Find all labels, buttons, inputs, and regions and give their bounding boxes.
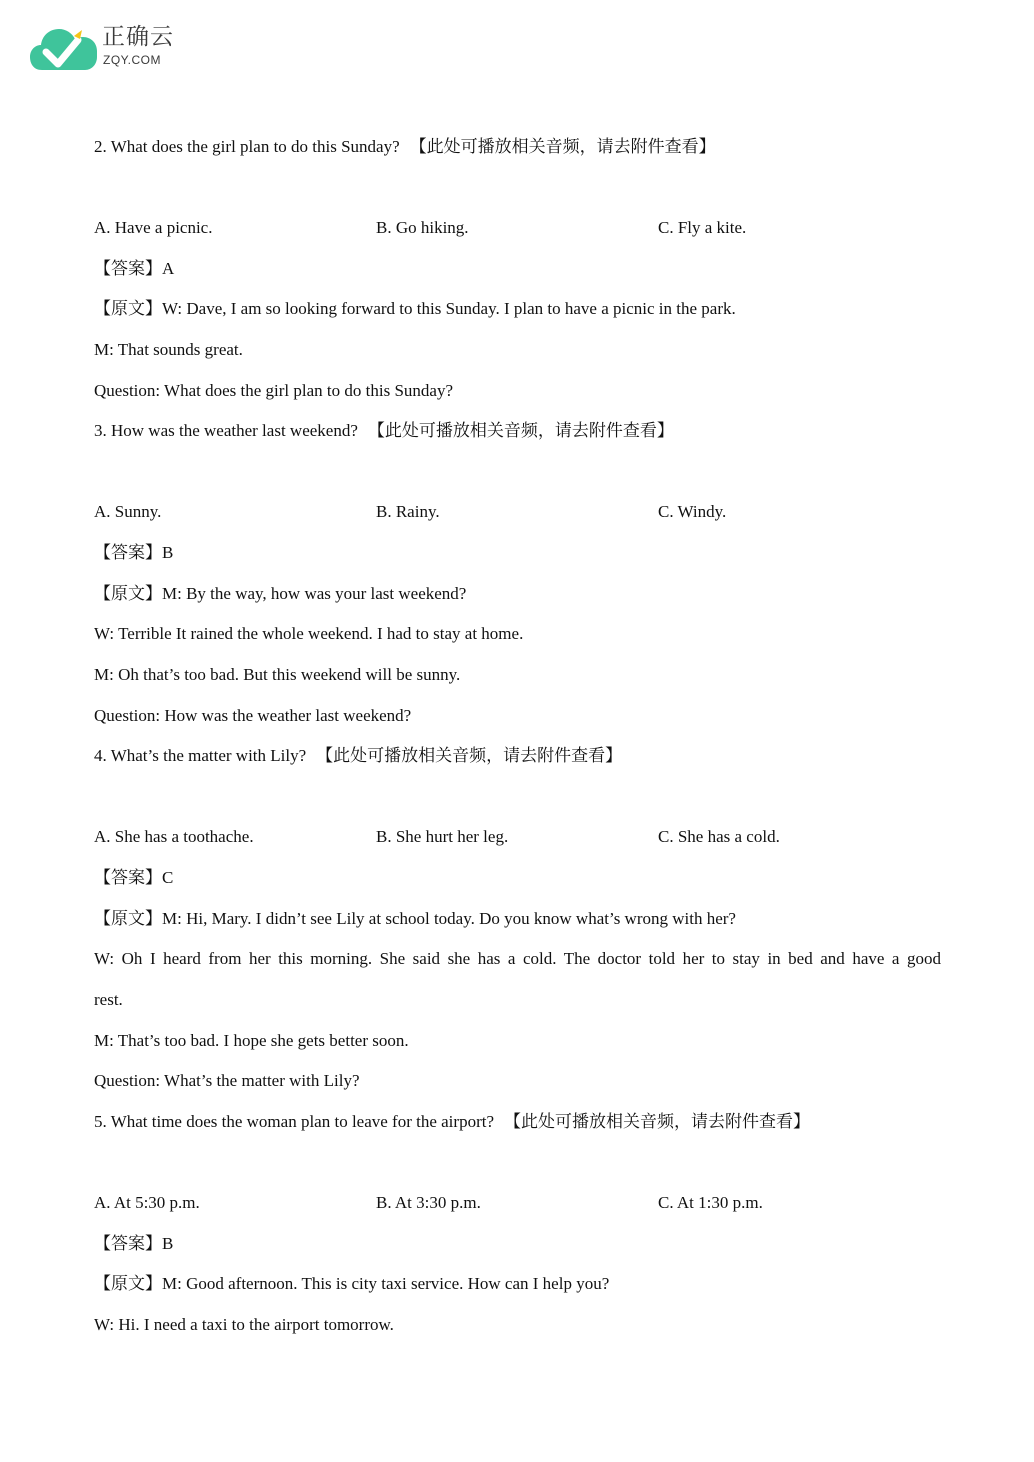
- transcript-line: rest.: [94, 990, 123, 1009]
- transcript-line: M: That sounds great.: [94, 340, 243, 359]
- logo-text-en: ZQY.COM: [103, 53, 161, 67]
- question-text: 2. What does the girl plan to do this Sunday?: [94, 137, 400, 156]
- transcript-line: W: Oh I heard from her this morning. She said she has a cold. The doctor told her to stay in bed and have a good: [94, 949, 941, 968]
- answer-label: 【答案】B: [94, 1234, 174, 1253]
- option-c: C. Windy.: [658, 502, 727, 521]
- transcript-line: 【原文】W: Dave, I am so looking forward to this Sunday. I plan to have a picnic in the park.: [94, 299, 736, 318]
- question-stem: [94, 746, 622, 766]
- option-a: A. At 5:30 p.m.: [94, 1193, 200, 1212]
- option-b: B. Rainy.: [376, 502, 440, 521]
- question-text: 5. What time does the woman plan to leave for the airport?: [94, 1112, 494, 1131]
- transcript-line: 【原文】M: Hi, Mary. I didn’t see Lily at school today. Do you know what’s wrong with her?: [94, 909, 736, 928]
- option-c: C. Fly a kite.: [658, 218, 747, 237]
- question-stem: [94, 421, 674, 441]
- audio-note[interactable]: 【此处可播放相关音频，请去附件查看】: [504, 1112, 810, 1131]
- transcript-line: W: Terrible It rained the whole weekend. I had to stay at home.: [94, 624, 524, 643]
- option-a: A. Have a picnic.: [94, 218, 213, 237]
- audio-note[interactable]: 【此处可播放相关音频，请去附件查看】: [409, 137, 716, 156]
- transcript-line: 【原文】M: Good afternoon. This is city taxi service. How can I help you?: [94, 1274, 610, 1293]
- option-c: C. At 1:30 p.m.: [658, 1193, 763, 1212]
- option-c: C. She has a cold.: [658, 827, 780, 846]
- option-b: B. At 3:30 p.m.: [376, 1193, 481, 1212]
- audio-note[interactable]: 【此处可播放相关音频，请去附件查看】: [316, 746, 623, 765]
- answer-label: 【答案】A: [94, 259, 175, 278]
- answer-label: 【答案】B: [94, 543, 174, 562]
- transcript-line: W: Hi. I need a taxi to the airport tomorrow.: [94, 1315, 394, 1334]
- option-b: B. Go hiking.: [376, 218, 469, 237]
- transcript-line: Question: How was the weather last weekend?: [94, 706, 412, 725]
- answer-label: 【答案】C: [94, 868, 174, 887]
- transcript-line: M: Oh that’s too bad. But this weekend will be sunny.: [94, 665, 461, 684]
- option-b: B. She hurt her leg.: [376, 827, 509, 846]
- option-a: A. She has a toothache.: [94, 827, 254, 846]
- transcript-line: M: That’s too bad. I hope she gets better soon.: [94, 1031, 409, 1050]
- zqy-logo: [30, 22, 180, 74]
- question-stem: [94, 1112, 810, 1132]
- cloud-check-icon: [30, 22, 100, 74]
- question-text: 4. What’s the matter with Lily?: [94, 746, 307, 765]
- question-text: 3. How was the weather last weekend?: [94, 421, 358, 440]
- transcript-line: Question: What does the girl plan to do this Sunday?: [94, 381, 454, 400]
- transcript-line: Question: What’s the matter with Lily?: [94, 1071, 360, 1090]
- audio-note[interactable]: 【此处可播放相关音频，请去附件查看】: [367, 421, 674, 440]
- question-stem: [94, 137, 716, 157]
- logo-text-cn: 正确云: [102, 24, 174, 50]
- transcript-line: 【原文】M: By the way, how was your last weekend?: [94, 584, 467, 603]
- option-a: A. Sunny.: [94, 502, 162, 521]
